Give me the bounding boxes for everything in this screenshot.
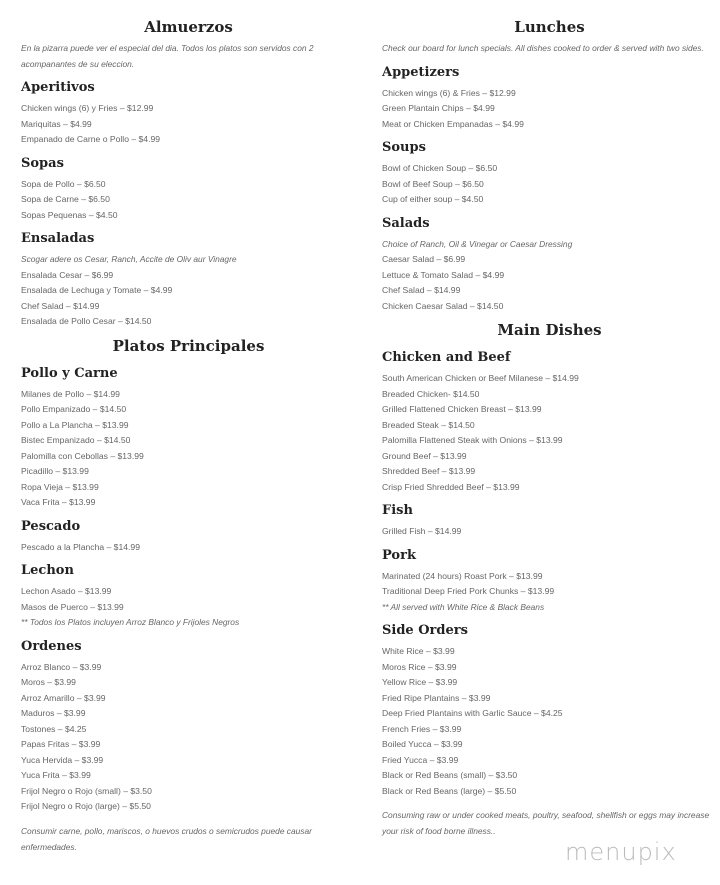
section-title: Platos Principales	[112, 336, 265, 355]
menu-item: Bowl of Chicken Soup – $6.50	[382, 163, 498, 173]
menu-item: Grilled Flattened Chicken Breast – $13.99	[382, 404, 542, 414]
menu-item: Grilled Fish – $14.99	[382, 526, 462, 536]
menu-item: Moros Rice – $3.99	[382, 661, 457, 672]
menu-item: Sopa de Pollo – $6.50	[21, 178, 106, 189]
menu-item: Tostones – $4.25	[21, 723, 87, 734]
menu-item: Vaca Frita – $13.99	[21, 497, 96, 507]
category-heading: Pollo y Carne	[21, 365, 118, 381]
menu-item: Palomilla Flattened Steak with Onions – $13.99	[382, 435, 563, 445]
menu-item: Black or Red Beans (small) – $3.50	[382, 770, 518, 780]
category-heading: Chicken and Beef	[382, 350, 511, 365]
menu-item: Black or Red Beans (large) – $5.50	[382, 785, 517, 796]
menu-item: South American Chicken or Beef Milanese – $14.99	[382, 373, 579, 383]
menu-title: Lunches	[514, 18, 585, 36]
menu-item: Mariquitas – $4.99	[21, 118, 92, 129]
menu-title: Almuerzos	[144, 18, 233, 36]
category-heading: Side Orders	[382, 623, 468, 638]
menu-note: ** All served with White Rice & Black Beans	[382, 601, 545, 612]
menu-item: Crisp Fried Shredded Beef – $13.99	[382, 481, 520, 492]
menu-item: Arroz Amarillo – $3.99	[21, 692, 106, 703]
menu-item: Chef Salad – $14.99	[21, 300, 100, 311]
menu-item: Chef Salad – $14.99	[382, 285, 461, 295]
category-heading: Ordenes	[21, 638, 82, 654]
category-heading: Ensaladas	[21, 231, 95, 246]
menu-item: Milanes de Pollo – $14.99	[21, 388, 120, 399]
menu-item: Lettuce & Tomato Salad – $4.99	[382, 269, 505, 280]
menu-item: Chicken Caesar Salad – $14.50	[382, 300, 504, 311]
menu-item: Bistec Empanizado – $14.50	[21, 435, 131, 445]
menu-item: Empanado de Carne o Pollo – $4.99	[21, 134, 161, 144]
menu-item: Green Plantain Chips – $4.99	[382, 103, 495, 113]
menu-item: Cup of either soup – $4.50	[382, 194, 484, 204]
menu-item: Ground Beef – $13.99	[382, 450, 467, 461]
menu-item: Caesar Salad – $6.99	[382, 254, 466, 264]
menu-item: Breaded Steak – $14.50	[382, 419, 475, 430]
menu-item: Picadillo – $13.99	[21, 466, 89, 476]
menu-item: Pescado a la Plancha – $14.99	[21, 541, 140, 552]
menu-item: Fried Yucca – $3.99	[382, 754, 459, 765]
menu-item: Deep Fried Plantains with Garlic Sauce – $4.25	[382, 708, 563, 718]
menu-note: Choice of Ranch, Oil & Vinegar or Caesar Dressing	[382, 238, 573, 249]
menu-item: Masos de Puerco – $13.99	[21, 601, 124, 612]
category-heading: Soups	[382, 140, 426, 155]
menu-item: Ensalada Cesar – $6.99	[21, 269, 114, 280]
menu-item: French Fries – $3.99	[382, 723, 462, 734]
category-heading: Pescado	[21, 518, 81, 534]
section-title: Main Dishes	[497, 321, 602, 339]
menu-item: Palomilla con Cebollas – $13.99	[21, 450, 144, 461]
english-menu-column	[382, 15, 717, 839]
menu-item: Sopa de Carne – $6.50	[21, 194, 110, 204]
footer-disclaimer: Consuming raw or under cooked meats, poultry, seafood, shellfish or eggs may increase your risk of food borne illness..	[382, 810, 710, 836]
menu-item: Boiled Yucca – $3.99	[382, 739, 463, 749]
menu-item: Meat or Chicken Empanadas – $4.99	[382, 118, 524, 129]
menupix-watermark: menupix	[565, 838, 677, 866]
menu-item: Lechon Asado – $13.99	[21, 586, 112, 596]
menu-item: Breaded Chicken- $14.50	[382, 388, 480, 399]
category-heading: Sopas	[21, 155, 64, 171]
menu-item: Marinated (24 hours) Roast Pork – $13.99	[382, 570, 543, 581]
menu-note: ** Todos los Platos incluyen Arroz Blanco y Frijoles Negros	[21, 617, 240, 627]
category-heading: Fish	[382, 503, 413, 518]
menu-item: Sopas Pequenas – $4.50	[21, 209, 118, 220]
menu-item: Arroz Blanco – $3.99	[21, 661, 102, 672]
menu-item: Pollo a La Plancha – $13.99	[21, 419, 129, 430]
menu-item: Ensalada de Lechuga y Tomate – $4.99	[21, 285, 173, 295]
category-heading: Pork	[382, 547, 416, 563]
category-heading: Lechon	[21, 563, 74, 578]
menu-item: Chicken wings (6) y Fries – $12.99	[21, 103, 154, 113]
menu-item: Moros – $3.99	[21, 677, 76, 687]
menu-item: Ensalada de Pollo Cesar – $14.50	[21, 316, 152, 326]
menu-item: Shredded Beef – $13.99	[382, 466, 476, 476]
category-heading: Salads	[382, 215, 430, 231]
menu-item: Yuca Hervida – $3.99	[21, 754, 104, 765]
menu-item: Yuca Frita – $3.99	[21, 770, 91, 780]
category-heading: Aperitivos	[21, 80, 95, 95]
menu-item: Traditional Deep Fried Pork Chunks – $13.99	[382, 586, 555, 596]
menu-item: White Rice – $3.99	[382, 646, 455, 656]
menu-item: Yellow Rice – $3.99	[382, 677, 458, 687]
menu-item: Papas Fritas – $3.99	[21, 739, 101, 749]
menu-intro: Check our board for lunch specials. All dishes cooked to order & served with two sides.	[382, 43, 704, 53]
menu-note: Scogar adere os Cesar, Ranch, Accite de Oliv aur Vinagre	[21, 254, 237, 264]
spanish-menu-column	[21, 15, 356, 855]
menu-item: Frijol Negro o Rojo (small) – $3.50	[21, 785, 152, 796]
menu-item: Fried Ripe Plantains – $3.99	[382, 692, 491, 703]
menu-item: Frijol Negro o Rojo (large) – $5.50	[21, 801, 151, 811]
menu-item: Maduros – $3.99	[21, 708, 86, 718]
menu-item: Chicken wings (6) & Fries – $12.99	[382, 87, 516, 98]
footer-disclaimer: Consumir carne, pollo, mariscos, o huevos crudos o semicrudos puede causar enfermedades.	[21, 825, 312, 852]
menu-item: Ropa Vieja – $13.99	[21, 481, 99, 492]
menu-item: Bowl of Beef Soup – $6.50	[382, 178, 484, 189]
menu-item: Pollo Empanizado – $14.50	[21, 404, 127, 414]
menu-intro: En la pizarra puede ver el especial del dia. Todos los platos son servidos con 2 acompanantes de su eleccion.	[21, 43, 314, 69]
category-heading: Appetizers	[382, 64, 460, 80]
